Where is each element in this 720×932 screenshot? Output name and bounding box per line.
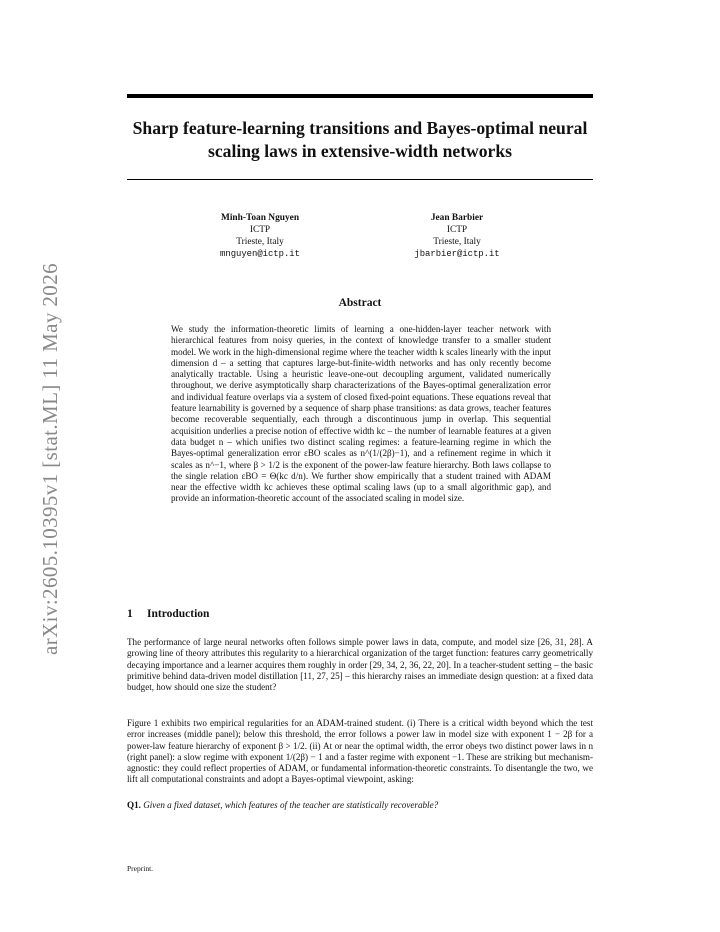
preprint-footer: Preprint. (127, 864, 154, 873)
author-location: Trieste, Italy (236, 237, 284, 247)
abstract-body: We study the information-theoretic limits of learning a one-hidden-layer teacher network with hierarchical features from noisy queries, in the context of knowledge transfer to a smaller student model. We work in the high-dimensional regime where the teacher width k scales linearly with the input dimension d – a setting that captures large-but-finite-width networks and has only recently become analytically tractable. Using a heuristic leave-one-out decoupling argument, validated numerically throughout, we derive asymptotically sharp characterizations of the Bayes-optimal generalization error and individual feature overlaps via a system of closed fixed-point equations. These equations reveal that feature learnability is governed by a sequence of sharp phase transitions: as data grows, teacher features become recoverable sequentially, each through a discontinuous jump in overlap. This sequential acquisition underlies a precise notion of effective width kc – the number of learnable features at a given data budget n – which unifies two distinct scaling regimes: a feature-learning regime in which the Bayes-optimal generalization error εBO scales as n^(1/(2β)−1), and a refinement regime in which it scales as n^−1, where β > 1/2 is the exponent of the power-law feature hierarchy. Both laws collapse to the single relation εBO = Θ(kc d/n). We further show empirically that a student trained with ADAM near the effective width kc achieves these optimal scaling laws (up to a small algorithmic gap), and provide an information-theoretic account of the associated scaling in model size. (171, 324, 551, 504)
author-1 (170, 212, 350, 260)
question-label: Q1. (127, 800, 141, 810)
arxiv-identifier-stamp: arXiv:2605.10395v1 [stat.ML] 11 May 2026 (38, 262, 62, 655)
author-name: Minh-Toan Nguyen (220, 213, 300, 223)
paper-title: Sharp feature-learning transitions and Bayes-optimal neural scaling laws in extensive-width networks (132, 118, 588, 161)
author-affiliation: ICTP (249, 225, 271, 235)
title-bottom-rule (127, 179, 593, 180)
author-2 (367, 212, 547, 260)
author-email: jbarbier@ictp.it (414, 249, 500, 259)
section-number: 1 (127, 608, 133, 620)
author-email: mnguyen@ictp.it (220, 249, 300, 259)
title-top-rule (127, 94, 593, 98)
section-title: Introduction (147, 608, 210, 620)
research-question (127, 800, 593, 811)
section-heading (127, 608, 593, 620)
intro-paragraph-1: The performance of large neural networks often follows simple power laws in data, compute, and model size [26, 31, 28]. A growing line of theory attributes this regularity to a hierarchical organization of the target function: features carry geometrically decaying importance and a learner acquires them roughly in order [29, 34, 2, 36, 22, 20]. In a teacher-student setting – the basic primitive behind data-driven model distillation [11, 27, 25] – this hierarchy raises an immediate design question: at a fixed data budget, how should one size the student? (127, 637, 593, 693)
intro-paragraph-2: Figure 1 exhibits two empirical regularities for an ADAM-trained student. (i) There is a critical width beyond which the test error increases (middle panel); below this threshold, the error follows a power law in model size with exponent 1 − 2β for a power-law feature hierarchy of exponent β > 1/2. (ii) At or near the optimal width, the error obeys two distinct power laws in n (right panel): a slow regime with exponent 1/(2β) − 1 and a faster regime with exponent −1. These are striking but mechanism-agnostic: they could reflect properties of ADAM, or fundamental information-theoretic constraints. To disentangle the two, we lift all computational constraints and adopt a Bayes-optimal viewpoint, asking: (127, 718, 593, 785)
abstract-heading: Abstract (338, 297, 382, 309)
question-text: Given a fixed dataset, which features of the teacher are statistically recoverable? (143, 800, 439, 810)
author-location: Trieste, Italy (433, 237, 481, 247)
author-name: Jean Barbier (430, 213, 484, 223)
author-affiliation: ICTP (446, 225, 468, 235)
